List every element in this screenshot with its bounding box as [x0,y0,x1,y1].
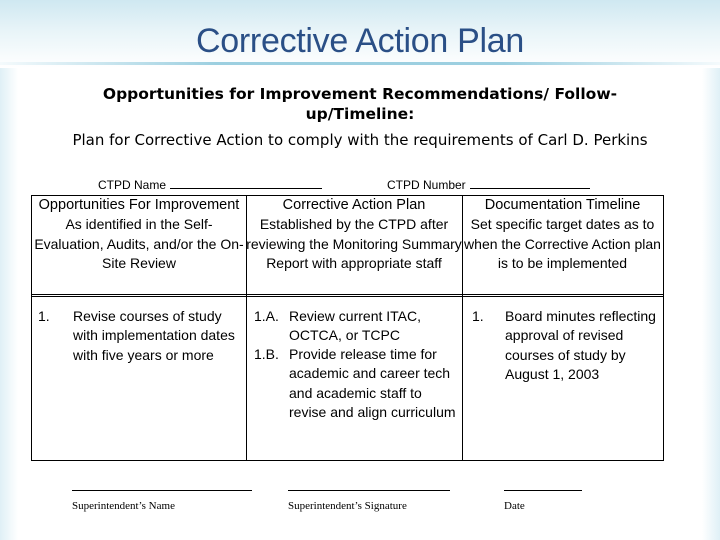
date-line [504,490,582,491]
header-corrective-action [246,196,462,273]
page-title: Corrective Action Plan [196,22,524,60]
ctpd-name-blank [170,177,322,189]
opportunity-text: Revise courses of study with implementation dates with five years or more [73,308,235,363]
ctpd-number-blank [470,177,590,189]
ctpd-number-field [387,177,590,192]
opportunity-number: 1. [38,308,50,324]
superintendent-name-line [72,490,252,491]
title-divider [0,62,720,65]
header-documentation-description: Set specific target dates as to when the Corrective Action plan is to be implemented [464,216,661,271]
date-label: Date [504,500,525,512]
superintendent-signature-label: Superintendent’s Signature [288,500,407,512]
subtitle: Opportunities for Improvement Recommendations/ Follow-up/Timeline: [102,85,618,123]
action-plan-table [31,195,664,461]
header-corrective-action-description: Established by the CTPD after reviewing the Monitoring Summary Report with appropriate staff [246,216,462,271]
documentation-number: 1. [472,308,484,324]
action-b-text: Provide release time for academic and career tech and academic staff to revise and align curriculum [289,346,456,420]
header-opportunities [32,196,246,273]
ctpd-number-label: CTPD Number [387,178,466,192]
plan-statement: Plan for Corrective Action to comply with the requirements of Carl D. Perkins [72,131,648,149]
action-a-text: Review current ITAC, OCTCA, or TCPC [289,308,421,344]
ctpd-name-field [98,177,322,192]
header-opportunities-title: Opportunities For Improvement [38,197,240,213]
action-a-number: 1.A. [254,308,279,324]
header-opportunities-description: As identified in the Self-Evaluation, Audits, and/or the On-Site Review [34,216,244,271]
superintendent-signature-line [288,490,450,491]
header-divider [32,294,663,297]
documentation-text: Board minutes reflecting approval of revised courses of study by August 1, 2003 [505,308,656,382]
header-documentation [462,196,663,273]
ctpd-name-label: CTPD Name [98,178,167,192]
action-b-number: 1.B. [254,346,279,362]
header-documentation-title: Documentation Timeline [484,197,641,213]
header-corrective-action-title: Corrective Action Plan [282,197,426,213]
superintendent-name-label: Superintendent’s Name [72,500,175,512]
